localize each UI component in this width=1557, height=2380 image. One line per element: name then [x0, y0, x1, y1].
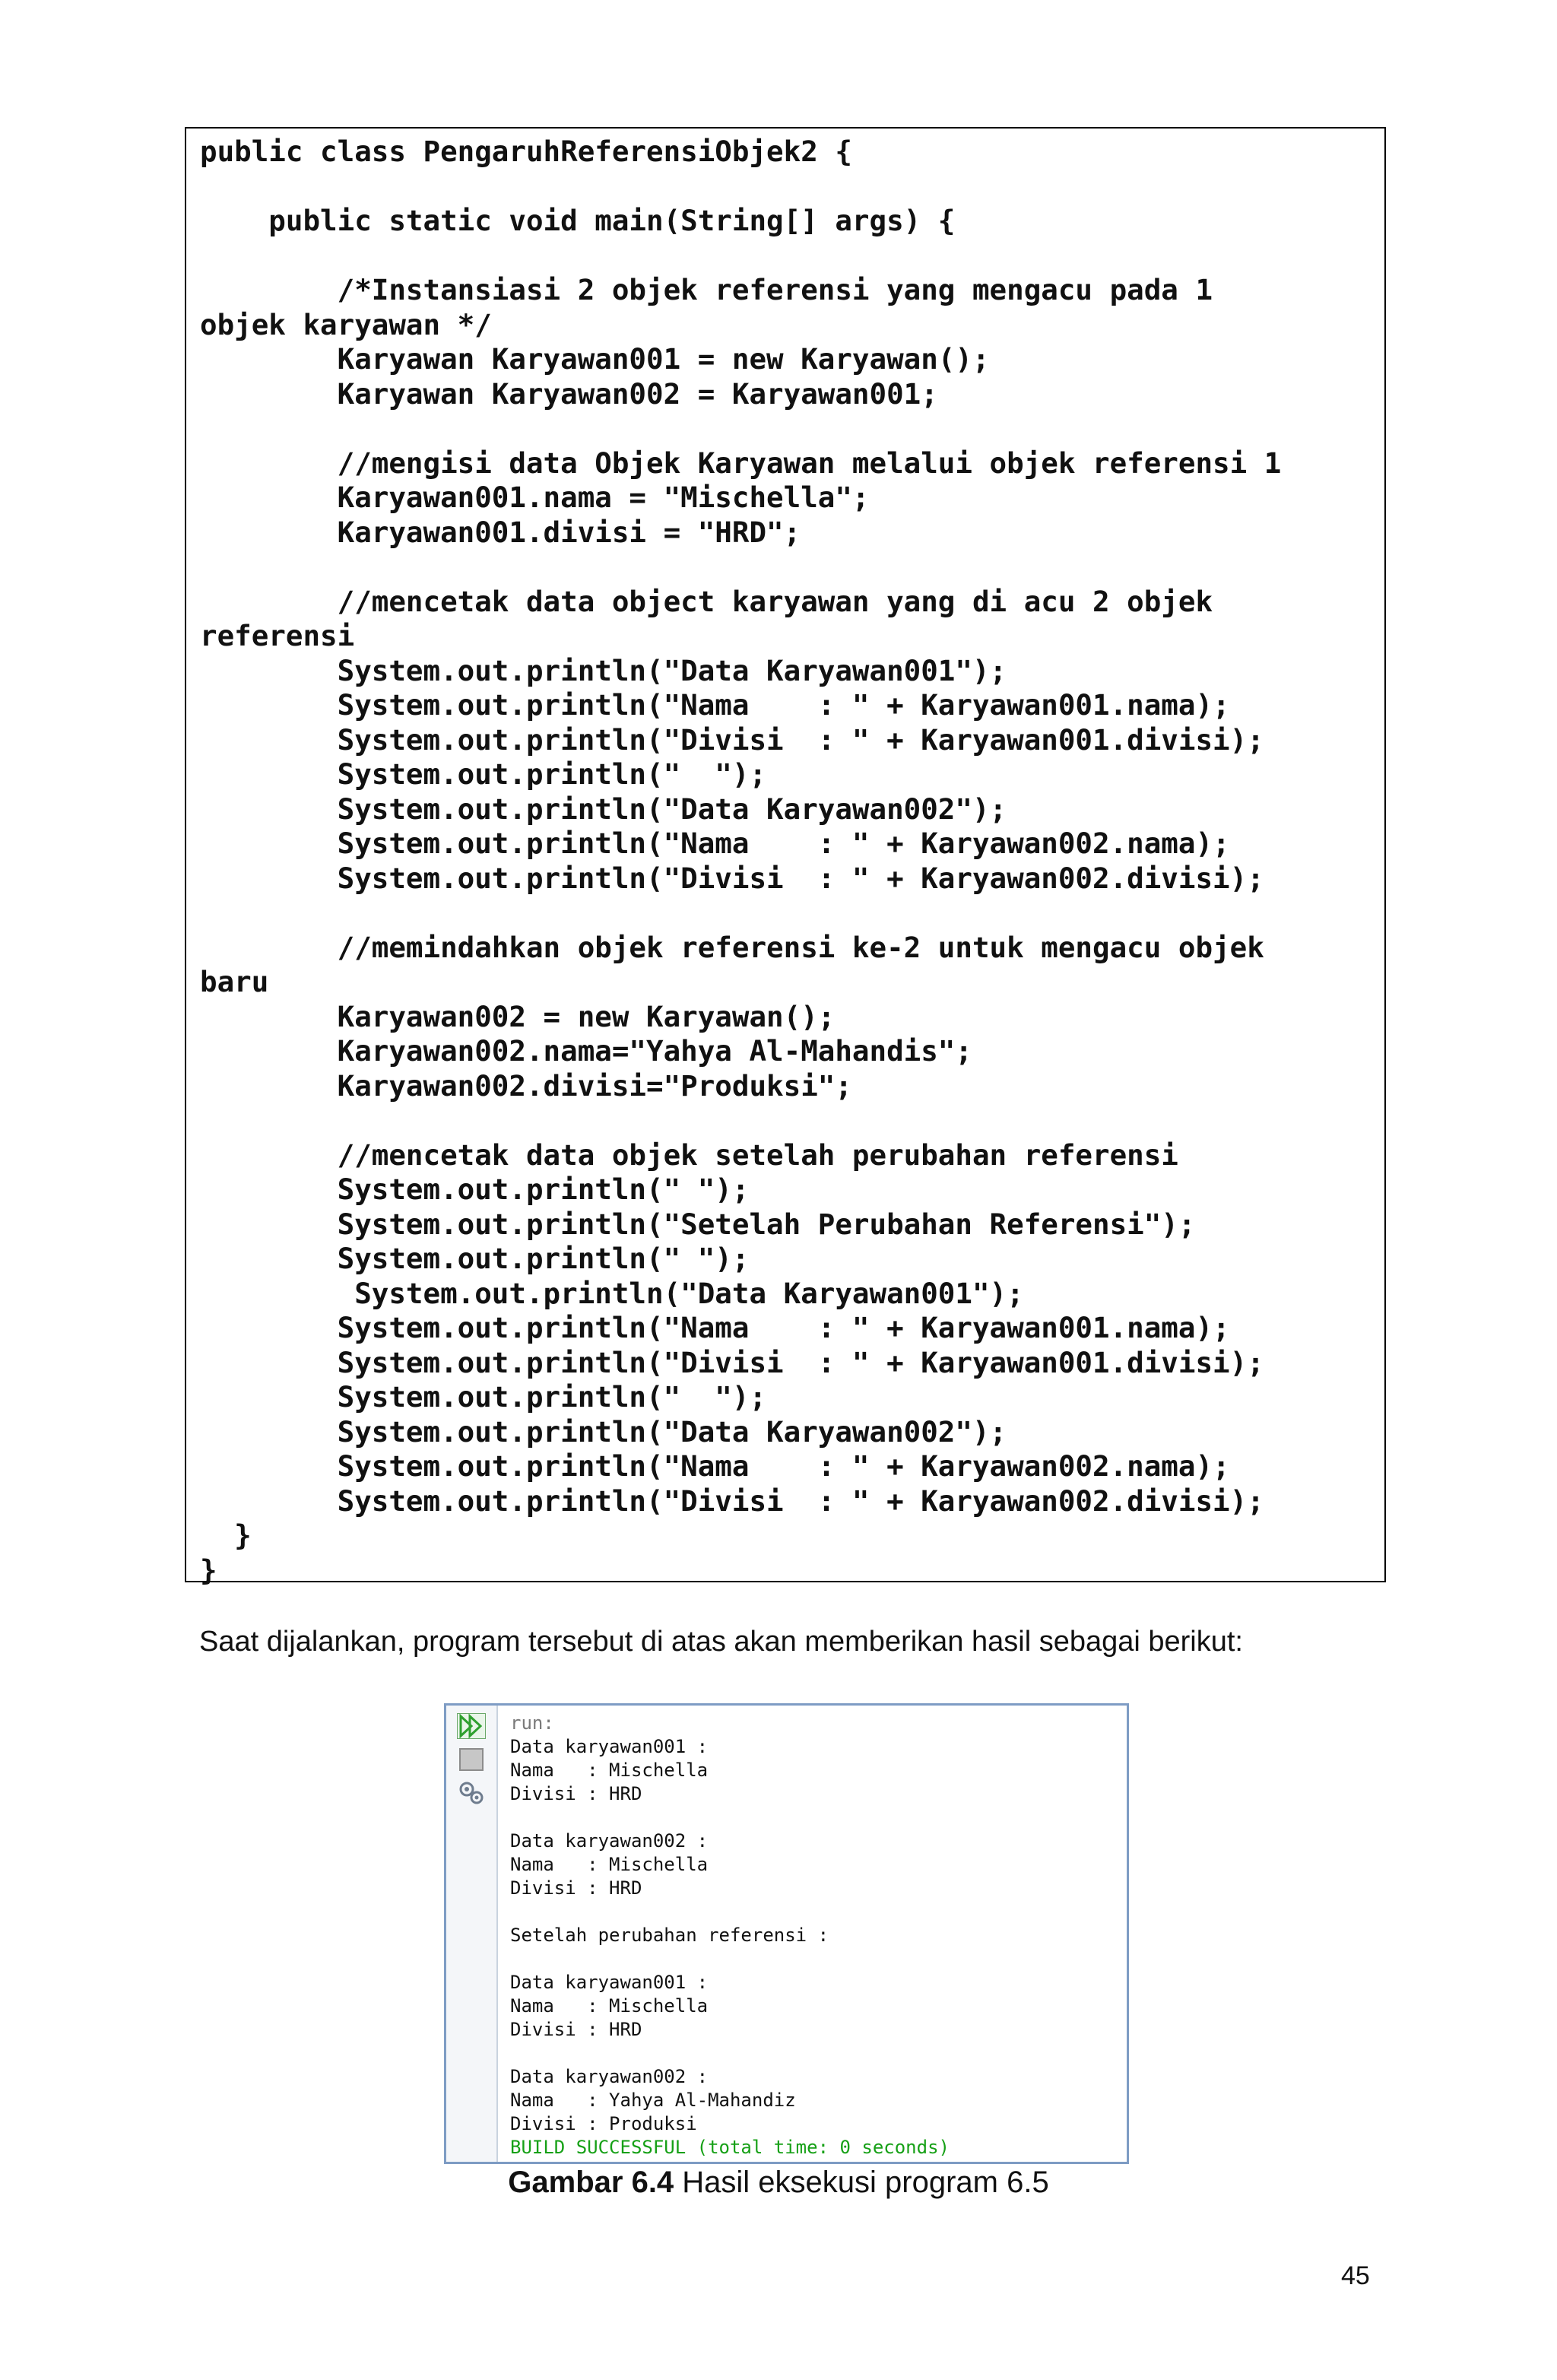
console-run-label: run: [510, 1712, 554, 1734]
settings-icon[interactable] [457, 1780, 486, 1806]
code-listing-box [185, 127, 1386, 1587]
figure-caption-text: Hasil eksekusi program 6.5 [674, 2166, 1049, 2199]
intro-paragraph: Saat dijalankan, program tersebut di atas akan memberikan hasil sebagai berikut: [199, 1626, 1243, 1658]
run-again-icon[interactable] [457, 1713, 486, 1739]
console-output [510, 1712, 950, 2159]
stop-icon[interactable] [457, 1747, 486, 1772]
output-console [444, 1703, 1129, 2164]
console-lines: Data karyawan001 : Nama : Mischella Divisi : HRD Data karyawan002 : Nama : Mischella Divisi : HRD Setelah perubahan referensi : Data karyawan001 : Nama : Mischella Divisi : HRD Data karyawan002 : Nama : Yahya Al-Mahandiz Divisi : Produksi [510, 1736, 829, 2134]
console-toolbar [446, 1706, 498, 2162]
code-listing: public class PengaruhReferensiObjek2 { public static void main(String[] args) { /*Instansiasi 2 objek referensi yang mengacu pada 1 objek karyawan */ Karyawan Karyawan001 = new Karyawan(); Karyawan Karyawan002 = Karyawan001; //mengisi data Objek Karyawan melalui objek referensi 1 Karyawan001.nama = "Mischella"; Karyawan001.divisi = "HRD"; //mencetak data object karyawan yang di acu 2 objek referensi System.out.println("Data Karyawan001"); System.out.println("Nama : " + Karyawan001.nama); System.out.println("Divisi : " + Karyawan001.divisi); System.out.println(" "); System.out.println("Data Karyawan002"); System.out.println("Nama : " + Karyawan002.nama); System.out.println("Divisi : " + Karyawan002.divisi); //memindahkan objek referensi ke-2 untuk mengacu objek baru Karyawan002 = new Karyawan(); Karyawan002.nama="Yahya Al-Mahandis"; Karyawan002.divisi="Produksi"; //mencetak data objek setelah perubahan referensi System.out.println(" "); System.out.println("Setelah Perubahan Referensi"); System.out.println(" "); System.out.println("Data Karyawan001"); System.out.println("Nama : " + Karyawan001.nama); System.out.println("Divisi : " + Karyawan001.divisi); System.out.println(" "); System.out.println("Data Karyawan002"); System.out.println("Nama : " + Karyawan002.nama); System.out.println("Divisi : " + Karyawan002.divisi); } } [200, 135, 1282, 1587]
page-number: 45 [1341, 2261, 1370, 2290]
build-status: BUILD SUCCESSFUL (total time: 0 seconds) [510, 2137, 950, 2158]
figure-label: Gambar 6.4 [508, 2166, 674, 2199]
figure-caption [0, 2166, 1557, 2200]
